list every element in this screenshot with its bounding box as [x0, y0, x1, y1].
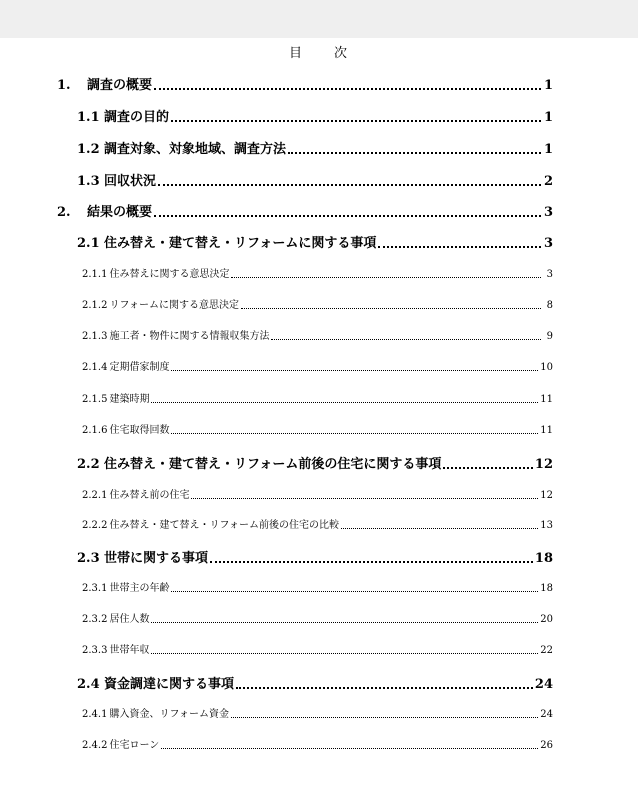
toc-entry[interactable]: [82, 327, 553, 342]
toc-entry-number: 2.1.5: [82, 394, 108, 405]
toc-entry-title: 住宅ローン: [109, 740, 160, 751]
toc-entry-title: 居住人数: [109, 614, 150, 625]
toc-dot-leader: [210, 561, 533, 563]
toc-entry-number: 2.1.1: [82, 269, 108, 280]
toc-dot-leader: [231, 277, 541, 278]
toc-dot-leader: [443, 467, 533, 469]
top-bar: [0, 0, 638, 38]
toc-entry-page: 3: [543, 205, 553, 220]
toc-entry[interactable]: [82, 516, 553, 531]
toc-dot-leader: [241, 308, 541, 309]
toc-dot-leader: [171, 591, 538, 592]
toc-entry-title: 回収状況: [104, 174, 157, 189]
toc-entry-title: 購入資金、リフォーム資金: [109, 709, 229, 720]
toc-entry[interactable]: [57, 201, 553, 220]
toc-entry[interactable]: [82, 486, 553, 501]
toc-dot-leader: [171, 370, 538, 371]
toc-entry-title: 住み替え・建て替え・リフォームに関する事項: [104, 236, 377, 251]
toc-entry-number: 2.2: [77, 457, 100, 472]
toc-entry-number: 2.3.2: [82, 614, 108, 625]
toc-entry[interactable]: [77, 106, 553, 125]
toc-entry-page: 1: [543, 110, 553, 125]
toc-entry[interactable]: [82, 296, 553, 311]
toc-entry[interactable]: [82, 265, 553, 280]
page-title: 目 次: [288, 46, 349, 61]
toc-entry[interactable]: [77, 232, 553, 251]
toc-dot-leader: [151, 402, 538, 403]
toc-entry-page: 24: [534, 677, 553, 692]
toc-entry-page: 26: [540, 740, 553, 751]
toc-entry-number: 1.: [57, 78, 71, 93]
toc-dot-leader: [158, 184, 541, 186]
toc-entry-number: 2.1.6: [82, 425, 108, 436]
toc-entry[interactable]: [82, 358, 553, 373]
toc-entry-page: 2: [543, 174, 553, 189]
toc-entry-title: 住み替え前の住宅: [109, 490, 190, 501]
toc-dot-leader: [154, 88, 541, 90]
toc-entry-page: 8: [546, 300, 553, 311]
toc-entry-title: リフォームに関する意思決定: [109, 300, 239, 311]
toc-entry-number: 2.2.1: [82, 490, 108, 501]
toc-entry-page: 20: [540, 614, 553, 625]
toc-dot-leader: [191, 498, 538, 499]
toc-entry-title: 住み替え・建て替え・リフォーム前後の住宅の比較: [109, 520, 339, 531]
toc-entry-title: 世帯年収: [109, 645, 150, 656]
toc-entry-page: 22: [540, 645, 553, 656]
toc-entry-title: 建築時期: [109, 394, 150, 405]
toc-entry-number: 1.2: [77, 142, 100, 157]
toc-entry[interactable]: [77, 138, 553, 157]
toc-entry-title: 調査の概要: [87, 78, 153, 93]
toc-entry-title: 施工者・物件に関する情報収集方法: [109, 331, 270, 342]
toc-entry-page: 18: [540, 583, 553, 594]
toc-entry[interactable]: [77, 547, 553, 566]
toc-dot-leader: [378, 246, 541, 248]
toc-dot-leader: [154, 215, 541, 217]
toc-dot-leader: [236, 687, 533, 689]
toc-entry-title: 資金調達に関する事項: [104, 677, 235, 692]
toc-entry-page: 24: [540, 709, 553, 720]
toc-entry-page: 13: [540, 520, 553, 531]
toc-entry-number: 2.3.1: [82, 583, 108, 594]
toc-entry[interactable]: [77, 170, 553, 189]
toc-entry-page: 1: [543, 78, 553, 93]
toc-dot-leader: [151, 653, 538, 654]
toc-entry-title: 住宅取得回数: [109, 425, 170, 436]
toc-entry[interactable]: [77, 673, 553, 692]
toc-entry-number: 2.2.2: [82, 520, 108, 531]
toc-entry[interactable]: [82, 736, 553, 751]
toc-dot-leader: [151, 622, 538, 623]
toc-dot-leader: [171, 120, 541, 122]
toc-entry[interactable]: [82, 610, 553, 625]
toc-entry[interactable]: [82, 641, 553, 656]
toc-dot-leader: [161, 748, 538, 749]
toc-entry-title: 世帯主の年齢: [109, 583, 170, 594]
toc-entry-number: 1.3: [77, 174, 100, 189]
toc-dot-leader: [341, 528, 538, 529]
toc-entry-page: 11: [540, 394, 553, 405]
toc-entry[interactable]: [57, 74, 553, 93]
toc-entry-page: 9: [546, 331, 553, 342]
toc-entry[interactable]: [77, 453, 553, 472]
toc-entry-title: 住み替えに関する意思決定: [109, 269, 230, 280]
toc-entry-number: 2.4.1: [82, 709, 108, 720]
toc-entry-number: 2.4.2: [82, 740, 108, 751]
toc-entry-number: 2.3.3: [82, 645, 108, 656]
toc-entry-page: 12: [534, 457, 553, 472]
toc-entry-number: 2.: [57, 205, 71, 220]
toc-entry-title: 結果の概要: [87, 205, 153, 220]
toc-entry-page: 1: [543, 142, 553, 157]
toc-entry-number: 1.1: [77, 110, 100, 125]
toc-entry-page: 3: [546, 269, 553, 280]
toc-entry-number: 2.3: [77, 551, 100, 566]
toc-dot-leader: [288, 152, 541, 154]
toc-entry-number: 2.1.4: [82, 362, 108, 373]
toc-entry-title: 調査対象、対象地域、調査方法: [104, 142, 287, 157]
toc-entry-number: 2.1.3: [82, 331, 108, 342]
toc-entry-title: 定期借家制度: [109, 362, 170, 373]
toc-entry-number: 2.1.2: [82, 300, 108, 311]
toc-entry[interactable]: [82, 421, 553, 436]
toc-entry[interactable]: [82, 705, 553, 720]
toc-dot-leader: [231, 717, 538, 718]
toc-entry[interactable]: [82, 390, 553, 405]
toc-entry[interactable]: [82, 579, 553, 594]
toc-entry-number: 2.1: [77, 236, 100, 251]
toc-dot-leader: [271, 339, 541, 340]
toc-entry-page: 10: [540, 362, 553, 373]
toc-entry-page: 3: [543, 236, 553, 251]
toc-entry-title: 世帯に関する事項: [104, 551, 209, 566]
toc-entry-title: 調査の目的: [104, 110, 170, 125]
toc-entry-page: 11: [540, 425, 553, 436]
toc-entry-page: 18: [534, 551, 553, 566]
toc-dot-leader: [171, 433, 538, 434]
toc-entry-title: 住み替え・建て替え・リフォーム前後の住宅に関する事項: [104, 457, 442, 472]
toc-entry-number: 2.4: [77, 677, 100, 692]
toc-entry-page: 12: [540, 490, 553, 501]
